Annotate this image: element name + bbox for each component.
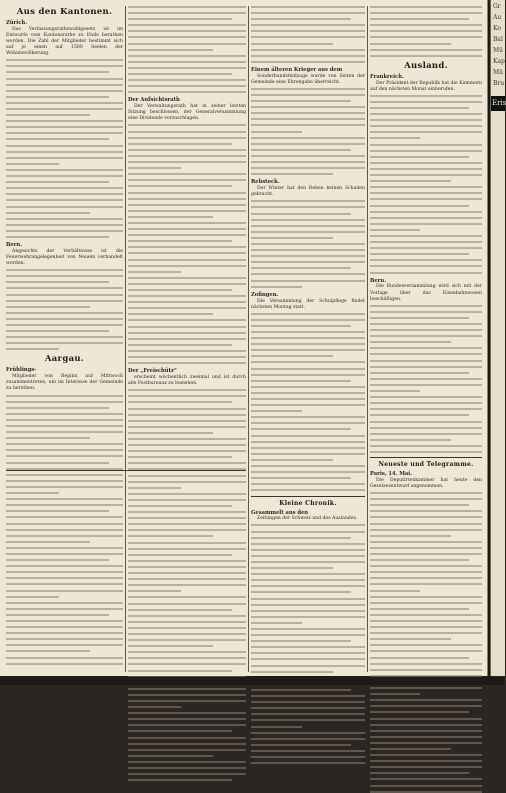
body-text [251, 200, 365, 287]
article-title: Der „Freischütz“ [128, 368, 177, 375]
divider [251, 496, 365, 497]
body-text [251, 313, 365, 492]
article-text: erscheint wöchentlich zweimal und ist durch alle Postbureaux zu beziehen. [128, 375, 246, 387]
body-text [251, 6, 365, 63]
article-text: Sonderbundsfeldzuge wurde von Seiten der Gemeinde eine Ehrengabe überreicht. [251, 73, 365, 85]
article-text: Der Verwaltungsrath hat in seiner letzten Sitzung beschlossen, der Generalversammlung eine Dividende vorzuschlagen. [128, 104, 246, 122]
article-text: Die Bundesversammlung wird sich mit der Vorlage über das Eisenbahnwesen beschäftigen. [370, 284, 482, 302]
article-text: Angesichts der Verhältnisse ist die Feuerwehrangelegenheit von Neuem verhandelt worden. [6, 248, 123, 267]
body-text [370, 6, 482, 57]
edge-text: Au [493, 14, 502, 21]
section-heading: Neueste und Telegramme. [378, 461, 474, 469]
edge-text: Bru [493, 80, 505, 87]
section-heading: Kleine Chronik. [279, 499, 337, 507]
scan-border [0, 677, 504, 685]
article-text: Der Winter hat den Reben keinen Schaden gebracht. [251, 186, 365, 198]
body-text [128, 124, 246, 364]
column-2 [128, 6, 246, 672]
body-text [251, 88, 365, 175]
column-rule [248, 6, 249, 672]
body-text [128, 389, 246, 781]
edge-text: Ko [493, 25, 501, 32]
article-title: Frühlings- [6, 367, 37, 374]
body-text [6, 59, 123, 238]
section-heading: Aargau. [44, 354, 85, 365]
article-title: Gesammelt aus den [251, 509, 309, 516]
body-text [251, 524, 365, 764]
article-title: Frankreich. [370, 73, 404, 80]
edge-text: Mü [493, 69, 504, 76]
article-title: Der Aufsichtsrath [128, 97, 180, 104]
body-text [6, 395, 123, 665]
article-text: Die Versammlung der Schulpflege findet nächsten Montag statt. [251, 298, 365, 310]
column-4 [370, 6, 482, 672]
article-title: Paris, 14. Mai. [370, 471, 413, 478]
column-3 [251, 6, 365, 672]
section-heading: Ausland. [404, 60, 448, 71]
adjacent-page-edge [490, 0, 505, 676]
body-text [370, 95, 482, 274]
divider [370, 457, 482, 458]
body-text [370, 305, 482, 453]
divider [6, 470, 246, 471]
column-rule [367, 6, 368, 672]
body-text [6, 269, 123, 350]
column-1 [6, 6, 123, 672]
article-text: Die Deputirtenkammer hat heute den Gesetzesentwurf angenommen. [370, 477, 482, 489]
section-heading: Aus den Kantonen. [16, 7, 113, 17]
article-text: Mitglieder von Beginn auf Mittwoch zusammentreten, um im Interesse der Gemeinde zu berathen. [6, 374, 123, 392]
edge-text: Kap [493, 58, 505, 65]
edge-text: Mü [493, 47, 504, 54]
article-text: Das Verfassungsrathswahlgesetz ist im Entwurfe vom Kantonsrathe zu Ende berathen worden. Die Zahl der Mitglieder bestimmt sich auf je einen auf 1500 Seelen der Wohnbevölkerung. [6, 26, 123, 57]
edge-banner: Eris [491, 96, 505, 111]
article-title: Bern. [370, 277, 386, 284]
column-rule [125, 6, 126, 672]
body-text [128, 6, 246, 93]
article-title: Rebstock. [251, 179, 280, 186]
edge-text: Gr [493, 3, 501, 10]
article-title: Einem älteren Krieger aus dem [251, 66, 343, 73]
article-title: Zürich. [6, 20, 27, 26]
edge-text: Bal [493, 36, 503, 43]
article-title: Zofingen. [251, 291, 279, 298]
article-text: Der Präsident der Republik hat die Kammern auf den nächsten Monat einberufen. [370, 80, 482, 92]
body-text [370, 492, 482, 793]
article-text: Zeitungen der Schweiz und des Auslandes. [257, 516, 358, 522]
article-title: Bern. [6, 242, 22, 249]
